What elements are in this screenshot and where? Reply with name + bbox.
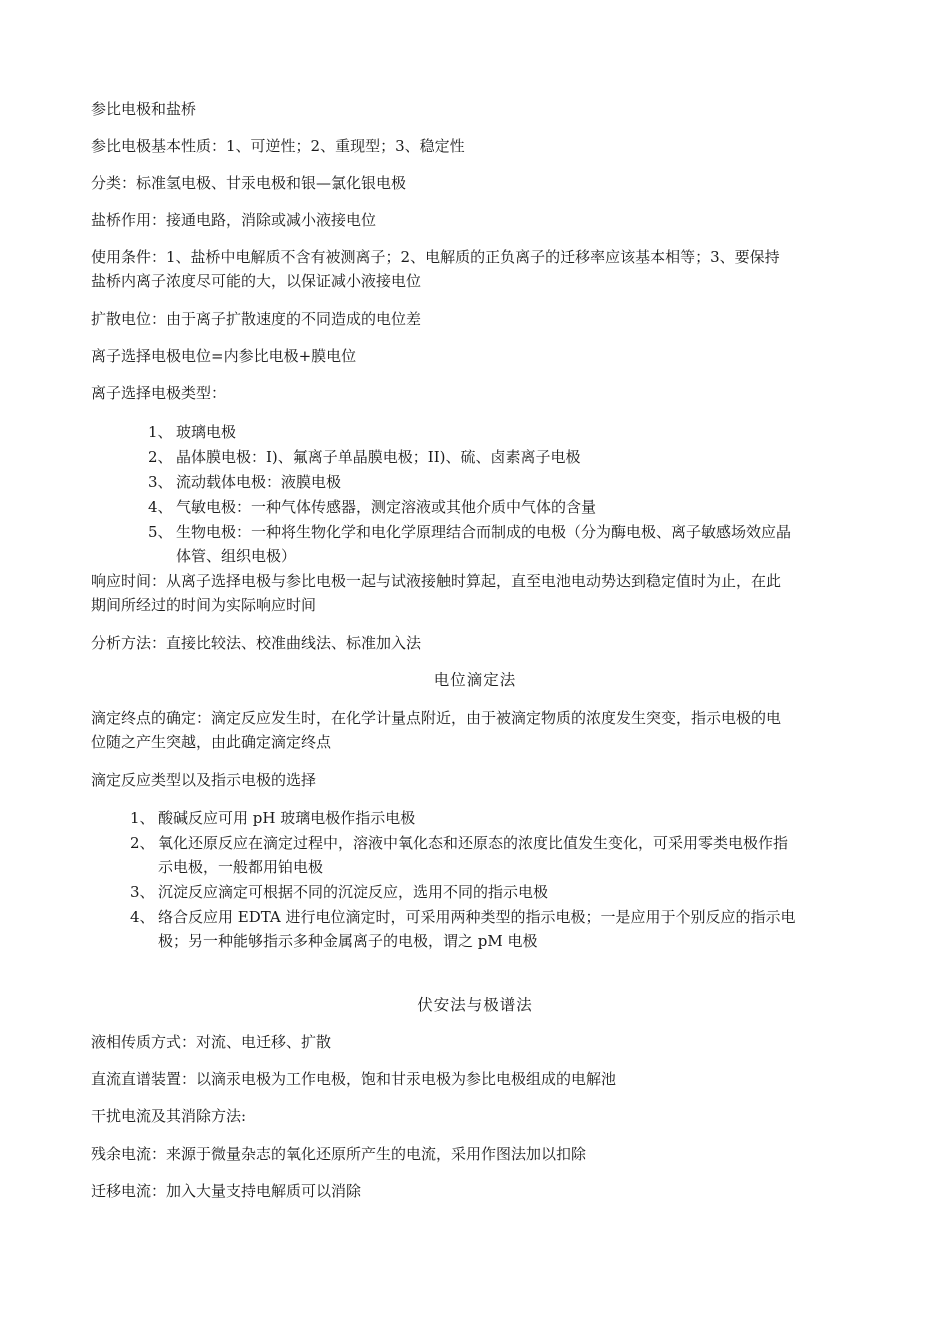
list-item-number: 5、 xyxy=(148,523,173,541)
paragraph-usage-conditions-line2: 盐桥内离子浓度尽可能的大，以保证减小液接电位 xyxy=(91,272,422,290)
list-item: 气敏电极：一种气体传感器，测定溶液或其他介质中气体的含量 xyxy=(176,498,597,516)
paragraph-residual-current: 残余电流：来源于微量杂志的氧化还原所产生的电流，采用作图法加以扣除 xyxy=(91,1145,587,1163)
section-title-voltammetry-polarography: 伏安法与极谱法 xyxy=(417,996,533,1014)
list-item-continuation: 体管、组织电极） xyxy=(176,547,297,565)
list-item-continuation: 示电极，一般都用铂电极 xyxy=(158,858,324,876)
paragraph-interference-current: 干扰电流及其消除方法: xyxy=(91,1107,247,1125)
list-item: 玻璃电极 xyxy=(176,423,237,441)
section-title-potentiometric-titration: 电位滴定法 xyxy=(433,671,517,689)
list-item: 流动载体电极：液膜电极 xyxy=(176,473,342,491)
list-item-number: 3、 xyxy=(148,473,173,491)
paragraph-ise-potential: 离子选择电极电位=内参比电极+膜电位 xyxy=(91,347,357,365)
list-item-number: 2、 xyxy=(130,834,155,852)
list-item: 酸碱反应可用 pH 玻璃电极作指示电极 xyxy=(158,809,416,827)
paragraph-diffusion-potential: 扩散电位：由于离子扩散速度的不同造成的电位差 xyxy=(91,310,422,328)
paragraph-migration-current: 迁移电流：加入大量支持电解质可以消除 xyxy=(91,1182,362,1200)
paragraph-ise-types: 离子选择电极类型： xyxy=(91,384,227,402)
heading-reference-electrode-salt-bridge: 参比电极和盐桥 xyxy=(91,100,197,118)
paragraph-analysis-methods: 分析方法：直接比较法、校准曲线法、标准加入法 xyxy=(91,634,422,652)
paragraph-response-time-line1: 响应时间：从离子选择电极与参比电极一起与试液接触时算起，直至电池电动势达到稳定值时为止，在此 xyxy=(91,572,782,590)
list-item-continuation: 极；另一种能够指示多种金属离子的电极，谓之 pM 电极 xyxy=(158,932,538,950)
list-item: 晶体膜电极：I)、氟离子单晶膜电极；II)、硫、卤素离子电极 xyxy=(176,448,581,466)
paragraph-classification: 分类：标准氢电极、甘汞电极和银—氯化银电极 xyxy=(91,174,407,192)
list-item: 络合反应用 EDTA 进行电位滴定时，可采用两种类型的指示电极；一是应用于个别反应的指示电 xyxy=(158,908,796,926)
paragraph-salt-bridge-function: 盐桥作用：接通电路，消除或减小液接电位 xyxy=(91,211,377,229)
paragraph-titration-types: 滴定反应类型以及指示电极的选择 xyxy=(91,771,317,789)
list-item: 氧化还原反应在滴定过程中，溶液中氧化态和还原态的浓度比值发生变化，可采用零类电极作指 xyxy=(158,834,789,852)
list-item: 沉淀反应滴定可根据不同的沉淀反应，选用不同的指示电极 xyxy=(158,883,549,901)
list-item-number: 4、 xyxy=(148,498,173,516)
paragraph-usage-conditions-line1: 使用条件：1、盐桥中电解质不含有被测离子；2、电解质的正负离子的迁移率应该基本相等；3、要保持 xyxy=(91,248,780,266)
list-item-number: 1、 xyxy=(148,423,173,441)
paragraph-endpoint-line2: 位随之产生突越，由此确定滴定终点 xyxy=(91,733,332,751)
paragraph-reference-properties: 参比电极基本性质：1、可逆性；2、重现型；3、稳定性 xyxy=(91,137,465,155)
paragraph-endpoint-line1: 滴定终点的确定：滴定反应发生时，在化学计量点附近，由于被滴定物质的浓度发生突变，指示电极的电 xyxy=(91,709,782,727)
list-item-number: 2、 xyxy=(148,448,173,466)
paragraph-mass-transfer: 液相传质方式：对流、电迁移、扩散 xyxy=(91,1033,332,1051)
list-item-number: 4、 xyxy=(130,908,155,926)
list-item-number: 3、 xyxy=(130,883,155,901)
paragraph-response-time-line2: 期间所经过的时间为实际响应时间 xyxy=(91,596,317,614)
paragraph-dc-polarography-setup: 直流直谱装置：以滴汞电极为工作电极，饱和甘汞电极为参比电极组成的电解池 xyxy=(91,1070,617,1088)
list-item: 生物电极：一种将生物化学和电化学原理结合而制成的电极（分为酶电极、离子敏感场效应晶 xyxy=(176,523,792,541)
list-item-number: 1、 xyxy=(130,809,155,827)
